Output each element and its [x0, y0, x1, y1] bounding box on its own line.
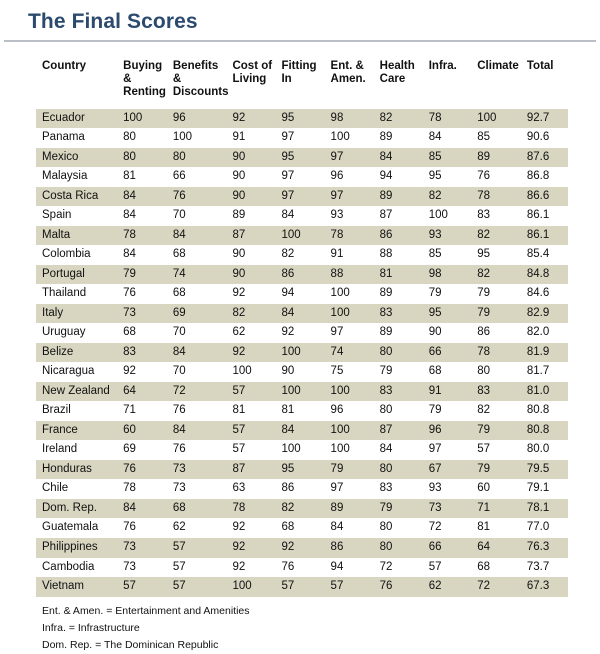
- cell-score: 68: [173, 284, 233, 304]
- cell-score: 66: [429, 343, 478, 363]
- cell-country: Italy: [36, 304, 123, 324]
- table-row: [36, 518, 568, 538]
- cell-score: 85: [429, 148, 478, 168]
- cell-score: 79: [477, 460, 527, 480]
- table-row: [36, 479, 568, 499]
- cell-score: 82: [477, 265, 527, 285]
- cell-score: 84: [281, 206, 330, 226]
- cell-country: Malta: [36, 226, 123, 246]
- cell-score: 81: [281, 401, 330, 421]
- cell-score: 69: [173, 304, 233, 324]
- scores-table-wrapper: [0, 42, 600, 597]
- cell-score: 90: [232, 148, 281, 168]
- cell-score: 76: [173, 187, 233, 207]
- cell-score: 57: [173, 538, 233, 558]
- cell-score: 84: [281, 421, 330, 441]
- cell-score: 57: [232, 421, 281, 441]
- cell-country: Dom. Rep.: [36, 499, 123, 519]
- cell-score: 68: [173, 499, 233, 519]
- cell-score: 94: [281, 284, 330, 304]
- table-row: [36, 148, 568, 168]
- cell-score: 84: [380, 148, 429, 168]
- cell-score: 71: [477, 499, 527, 519]
- cell-score: 76: [477, 167, 527, 187]
- cell-score: 100: [281, 440, 330, 460]
- cell-score: 83: [123, 343, 173, 363]
- cell-score: 62: [232, 323, 281, 343]
- cell-score: 71: [123, 401, 173, 421]
- cell-score: 81.7: [527, 362, 568, 382]
- cell-score: 64: [123, 382, 173, 402]
- cell-score: 80: [380, 538, 429, 558]
- cell-score: 84.8: [527, 265, 568, 285]
- cell-score: 97: [281, 167, 330, 187]
- cell-score: 68: [123, 323, 173, 343]
- cell-score: 73: [173, 479, 233, 499]
- cell-country: Philippines: [36, 538, 123, 558]
- cell-score: 79: [429, 284, 478, 304]
- cell-score: 96: [173, 109, 233, 129]
- cell-country: Honduras: [36, 460, 123, 480]
- cell-score: 95: [281, 460, 330, 480]
- cell-score: 95: [429, 304, 478, 324]
- cell-country: Malaysia: [36, 167, 123, 187]
- cell-score: 86: [380, 226, 429, 246]
- cell-score: 80: [380, 343, 429, 363]
- cell-score: 64: [477, 538, 527, 558]
- cell-score: 95: [281, 109, 330, 129]
- footnotes: [0, 597, 600, 654]
- cell-score: 82: [281, 245, 330, 265]
- cell-score: 79: [380, 362, 429, 382]
- cell-country: Costa Rica: [36, 187, 123, 207]
- cell-score: 72: [173, 382, 233, 402]
- cell-score: 90.6: [527, 128, 568, 148]
- cell-country: Guatemala: [36, 518, 123, 538]
- cell-score: 80: [380, 460, 429, 480]
- cell-score: 89: [232, 206, 281, 226]
- cell-score: 90: [232, 245, 281, 265]
- cell-score: 82: [281, 499, 330, 519]
- cell-score: 60: [477, 479, 527, 499]
- cell-country: Spain: [36, 206, 123, 226]
- cell-score: 81: [232, 401, 281, 421]
- cell-score: 82: [232, 304, 281, 324]
- cell-score: 80: [123, 148, 173, 168]
- column-header-buying-renting: Buying & Renting: [123, 60, 166, 99]
- cell-score: 84: [281, 304, 330, 324]
- cell-score: 92: [232, 109, 281, 129]
- cell-score: 84: [380, 440, 429, 460]
- cell-score: 57: [429, 558, 478, 578]
- cell-score: 98: [429, 265, 478, 285]
- cell-country: Uruguay: [36, 323, 123, 343]
- cell-score: 84: [429, 128, 478, 148]
- cell-score: 92.7: [527, 109, 568, 129]
- cell-score: 86.8: [527, 167, 568, 187]
- cell-score: 86.6: [527, 187, 568, 207]
- cell-score: 92: [232, 558, 281, 578]
- column-header-entertainment-amenities: Ent. & Amen.: [330, 60, 366, 86]
- cell-country: Cambodia: [36, 558, 123, 578]
- cell-score: 88: [380, 245, 429, 265]
- cell-score: 89: [380, 187, 429, 207]
- table-header: [36, 60, 568, 109]
- cell-score: 100: [281, 343, 330, 363]
- cell-score: 90: [232, 167, 281, 187]
- cell-score: 85: [429, 245, 478, 265]
- cell-score: 90: [281, 362, 330, 382]
- cell-score: 85: [477, 128, 527, 148]
- cell-score: 80.8: [527, 401, 568, 421]
- cell-score: 75: [331, 362, 380, 382]
- cell-score: 98: [331, 109, 380, 129]
- table-body: [36, 109, 568, 597]
- cell-score: 72: [429, 518, 478, 538]
- cell-score: 84: [173, 343, 233, 363]
- cell-score: 57: [477, 440, 527, 460]
- cell-score: 73: [173, 460, 233, 480]
- cell-country: Belize: [36, 343, 123, 363]
- cell-score: 87: [232, 226, 281, 246]
- cell-score: 92: [281, 323, 330, 343]
- cell-score: 100: [232, 577, 281, 597]
- cell-score: 81.0: [527, 382, 568, 402]
- cell-score: 93: [429, 226, 478, 246]
- cell-score: 95: [429, 167, 478, 187]
- cell-score: 96: [331, 167, 380, 187]
- cell-score: 91: [232, 128, 281, 148]
- cell-score: 90: [232, 265, 281, 285]
- cell-score: 78: [123, 226, 173, 246]
- cell-score: 67: [429, 460, 478, 480]
- cell-score: 82: [477, 226, 527, 246]
- column-header-infrastructure: Infra.: [428, 60, 457, 72]
- cell-score: 80: [173, 148, 233, 168]
- table-row: [36, 284, 568, 304]
- cell-score: 100: [331, 304, 380, 324]
- cell-score: 100: [477, 109, 527, 129]
- cell-score: 62: [429, 577, 478, 597]
- cell-score: 86: [281, 479, 330, 499]
- cell-score: 94: [380, 167, 429, 187]
- cell-score: 79: [123, 265, 173, 285]
- cell-score: 100: [281, 382, 330, 402]
- cell-score: 82.0: [527, 323, 568, 343]
- cell-score: 79: [429, 401, 478, 421]
- cell-score: 79.1: [527, 479, 568, 499]
- cell-score: 84: [173, 421, 233, 441]
- table-row: [36, 206, 568, 226]
- cell-score: 87.6: [527, 148, 568, 168]
- table-row: [36, 265, 568, 285]
- cell-score: 79: [477, 304, 527, 324]
- cell-score: 79.5: [527, 460, 568, 480]
- cell-country: Panama: [36, 128, 123, 148]
- cell-score: 79: [380, 499, 429, 519]
- cell-score: 79: [331, 460, 380, 480]
- cell-score: 100: [331, 284, 380, 304]
- column-header-cost-of-living: Cost of Living: [232, 60, 273, 86]
- cell-score: 97: [281, 128, 330, 148]
- cell-country: Nicaragua: [36, 362, 123, 382]
- cell-score: 92: [123, 362, 173, 382]
- cell-score: 100: [331, 128, 380, 148]
- cell-country: Mexico: [36, 148, 123, 168]
- cell-score: 84: [123, 206, 173, 226]
- cell-score: 76.3: [527, 538, 568, 558]
- column-header-benefits-discounts: Benefits & Discounts: [172, 60, 229, 99]
- cell-score: 74: [331, 343, 380, 363]
- cell-score: 93: [429, 479, 478, 499]
- cell-score: 96: [331, 401, 380, 421]
- cell-score: 72: [477, 577, 527, 597]
- cell-score: 100: [331, 440, 380, 460]
- table-row: [36, 460, 568, 480]
- scores-table: [36, 60, 568, 597]
- cell-score: 81.9: [527, 343, 568, 363]
- cell-score: 78: [477, 187, 527, 207]
- cell-score: 62: [173, 518, 233, 538]
- cell-score: 87: [380, 421, 429, 441]
- cell-score: 81: [380, 265, 429, 285]
- cell-score: 76: [173, 401, 233, 421]
- cell-score: 100: [331, 382, 380, 402]
- table-row: [36, 577, 568, 597]
- cell-score: 68: [173, 245, 233, 265]
- table-row: [36, 109, 568, 129]
- cell-score: 92: [281, 538, 330, 558]
- cell-score: 70: [173, 362, 233, 382]
- cell-score: 97: [331, 187, 380, 207]
- cell-score: 97: [331, 479, 380, 499]
- cell-score: 84: [123, 499, 173, 519]
- table-row: [36, 499, 568, 519]
- cell-score: 100: [429, 206, 478, 226]
- cell-score: 82: [477, 401, 527, 421]
- cell-score: 92: [232, 538, 281, 558]
- cell-score: 84: [331, 518, 380, 538]
- table-row: [36, 167, 568, 187]
- table-row: [36, 421, 568, 441]
- footnote-infrastructure: Infra. = Infrastructure: [42, 621, 140, 634]
- footnote-dominican-republic: Dom. Rep. = The Dominican Republic: [42, 638, 219, 651]
- cell-score: 78: [477, 343, 527, 363]
- cell-score: 80.8: [527, 421, 568, 441]
- cell-score: 79: [477, 284, 527, 304]
- cell-score: 83: [477, 206, 527, 226]
- cell-score: 80: [380, 518, 429, 538]
- cell-score: 82: [429, 187, 478, 207]
- cell-score: 78: [429, 109, 478, 129]
- cell-country: Portugal: [36, 265, 123, 285]
- cell-score: 78: [123, 479, 173, 499]
- table-row: [36, 187, 568, 207]
- cell-score: 78: [232, 499, 281, 519]
- cell-score: 81: [477, 518, 527, 538]
- cell-score: 84: [123, 245, 173, 265]
- cell-score: 57: [331, 577, 380, 597]
- cell-score: 89: [380, 323, 429, 343]
- cell-score: 89: [331, 499, 380, 519]
- cell-country: Vietnam: [36, 577, 123, 597]
- table-row: [36, 382, 568, 402]
- cell-score: 97: [331, 323, 380, 343]
- cell-score: 73: [123, 538, 173, 558]
- table-row: [36, 440, 568, 460]
- cell-score: 76: [173, 440, 233, 460]
- cell-score: 84: [173, 226, 233, 246]
- cell-score: 89: [380, 128, 429, 148]
- cell-country: New Zealand: [36, 382, 123, 402]
- cell-score: 83: [477, 382, 527, 402]
- cell-score: 81: [123, 167, 173, 187]
- cell-country: France: [36, 421, 123, 441]
- cell-score: 60: [123, 421, 173, 441]
- cell-score: 89: [380, 284, 429, 304]
- cell-score: 93: [331, 206, 380, 226]
- cell-country: Ecuador: [36, 109, 123, 129]
- cell-score: 76: [380, 577, 429, 597]
- cell-score: 96: [429, 421, 478, 441]
- page-title: The Final Scores: [28, 10, 198, 33]
- cell-score: 68: [281, 518, 330, 538]
- cell-score: 95: [281, 148, 330, 168]
- cell-score: 67.3: [527, 577, 568, 597]
- cell-score: 76: [123, 284, 173, 304]
- cell-score: 82.9: [527, 304, 568, 324]
- column-header-climate: Climate: [477, 60, 519, 72]
- table-row: [36, 323, 568, 343]
- cell-score: 57: [123, 577, 173, 597]
- table-row: [36, 558, 568, 578]
- header-row: [36, 60, 568, 109]
- cell-score: 86: [281, 265, 330, 285]
- cell-score: 97: [331, 148, 380, 168]
- cell-score: 80: [123, 128, 173, 148]
- cell-score: 86: [477, 323, 527, 343]
- cell-score: 90: [232, 187, 281, 207]
- cell-score: 92: [232, 518, 281, 538]
- table-row: [36, 128, 568, 148]
- cell-score: 100: [281, 226, 330, 246]
- footnote-entertainment-amenities: Ent. & Amen. = Entertainment and Amenities: [42, 604, 250, 617]
- cell-score: 85.4: [527, 245, 568, 265]
- cell-score: 68: [477, 558, 527, 578]
- cell-score: 57: [281, 577, 330, 597]
- cell-score: 95: [477, 245, 527, 265]
- cell-score: 66: [429, 538, 478, 558]
- cell-score: 97: [281, 187, 330, 207]
- cell-score: 86.1: [527, 226, 568, 246]
- cell-score: 89: [477, 148, 527, 168]
- cell-score: 84.6: [527, 284, 568, 304]
- cell-score: 100: [232, 362, 281, 382]
- cell-score: 83: [380, 304, 429, 324]
- cell-score: 77.0: [527, 518, 568, 538]
- cell-score: 91: [429, 382, 478, 402]
- column-header-country: Country: [42, 60, 87, 72]
- cell-score: 94: [331, 558, 380, 578]
- cell-country: Brazil: [36, 401, 123, 421]
- cell-score: 79: [477, 421, 527, 441]
- table-row: [36, 401, 568, 421]
- table-row: [36, 343, 568, 363]
- cell-score: 92: [232, 284, 281, 304]
- cell-score: 66: [173, 167, 233, 187]
- cell-score: 76: [281, 558, 330, 578]
- cell-country: Colombia: [36, 245, 123, 265]
- column-header-fitting-in: Fitting In: [281, 60, 317, 86]
- cell-score: 73: [123, 304, 173, 324]
- cell-score: 72: [380, 558, 429, 578]
- cell-score: 100: [331, 421, 380, 441]
- cell-score: 86: [331, 538, 380, 558]
- cell-score: 69: [123, 440, 173, 460]
- cell-score: 80.0: [527, 440, 568, 460]
- cell-score: 100: [173, 128, 233, 148]
- table-row: [36, 304, 568, 324]
- cell-score: 76: [123, 518, 173, 538]
- cell-score: 76: [123, 460, 173, 480]
- table-row: [36, 245, 568, 265]
- cell-score: 68: [429, 362, 478, 382]
- cell-score: 63: [232, 479, 281, 499]
- cell-score: 57: [232, 440, 281, 460]
- cell-score: 73: [429, 499, 478, 519]
- cell-score: 80: [380, 401, 429, 421]
- cell-score: 87: [232, 460, 281, 480]
- cell-score: 84: [123, 187, 173, 207]
- cell-score: 57: [232, 382, 281, 402]
- cell-score: 86.1: [527, 206, 568, 226]
- cell-country: Thailand: [36, 284, 123, 304]
- cell-score: 78.1: [527, 499, 568, 519]
- cell-score: 87: [380, 206, 429, 226]
- cell-score: 82: [380, 109, 429, 129]
- cell-score: 57: [173, 577, 233, 597]
- cell-country: Chile: [36, 479, 123, 499]
- table-row: [36, 226, 568, 246]
- table-row: [36, 362, 568, 382]
- cell-score: 90: [429, 323, 478, 343]
- cell-score: 70: [173, 206, 233, 226]
- cell-score: 97: [429, 440, 478, 460]
- cell-country: Ireland: [36, 440, 123, 460]
- cell-score: 91: [331, 245, 380, 265]
- cell-score: 57: [173, 558, 233, 578]
- cell-score: 92: [232, 343, 281, 363]
- cell-score: 80: [477, 362, 527, 382]
- table-row: [36, 538, 568, 558]
- cell-score: 70: [173, 323, 233, 343]
- column-header-total: Total: [526, 60, 554, 72]
- cell-score: 74: [173, 265, 233, 285]
- cell-score: 100: [123, 109, 173, 129]
- cell-score: 73.7: [527, 558, 568, 578]
- cell-score: 83: [380, 382, 429, 402]
- cell-score: 88: [331, 265, 380, 285]
- cell-score: 78: [331, 226, 380, 246]
- column-header-health-care: Health Care: [379, 60, 415, 86]
- cell-score: 83: [380, 479, 429, 499]
- cell-score: 73: [123, 558, 173, 578]
